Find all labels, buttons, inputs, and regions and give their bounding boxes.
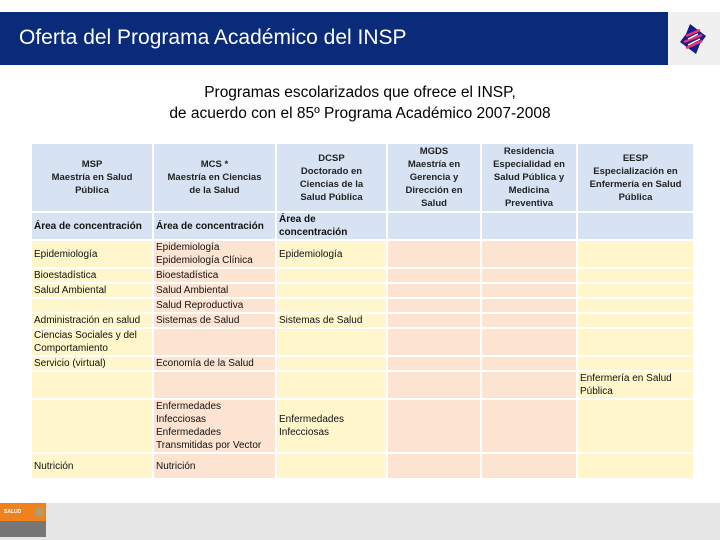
table-row xyxy=(32,357,693,370)
column-header-line: DCSP xyxy=(318,152,345,164)
column-header-line: Pública xyxy=(618,191,653,203)
column-header-line: de la Salud xyxy=(189,185,240,196)
table-cell: Enfermedades Infecciosas Enfermedades Transmitidas por Vector xyxy=(154,400,275,452)
column-header-line: Ciencias de la xyxy=(299,178,364,190)
column-header xyxy=(482,144,576,211)
table-cell xyxy=(277,299,386,312)
table-row xyxy=(32,329,693,355)
table-row xyxy=(32,284,693,297)
table-cell: Sistemas de Salud xyxy=(277,314,386,327)
table-cell: Administración en salud xyxy=(32,314,152,327)
insp-logo-icon xyxy=(676,22,710,56)
table-cell xyxy=(578,454,693,478)
area-label: Área de concentración xyxy=(32,213,152,239)
table-cell xyxy=(482,299,576,312)
column-header-line: Preventiva xyxy=(504,198,554,209)
table-cell xyxy=(578,329,693,355)
table-cell: Epidemiología Epidemiología Clínica xyxy=(154,241,275,267)
table-cell: Nutrición xyxy=(32,454,152,478)
table-cell: Nutrición xyxy=(154,454,275,478)
subtitle-line-1: Programas escolarizados que ofrece el INSP, xyxy=(204,84,516,101)
table-row xyxy=(32,314,693,327)
table-cell xyxy=(154,372,275,398)
column-header-line: Especialidad en xyxy=(493,159,565,170)
table-cell xyxy=(388,329,480,355)
table-cell: Sistemas de Salud xyxy=(154,314,275,327)
table-cell xyxy=(388,284,480,297)
table-cell xyxy=(32,372,152,398)
column-header-line: MGDS xyxy=(419,146,449,157)
table-cell xyxy=(578,400,693,452)
table-cell: Bioestadística xyxy=(32,269,152,282)
table-cell xyxy=(154,329,275,355)
table-cell xyxy=(388,314,480,327)
mexico-seal-icon xyxy=(34,507,44,517)
table-cell xyxy=(388,372,480,398)
column-header xyxy=(277,144,386,211)
table-cell xyxy=(32,400,152,452)
column-header xyxy=(32,144,152,211)
table-cell xyxy=(277,329,386,355)
table-cell xyxy=(482,357,576,370)
column-header xyxy=(388,144,480,211)
table-cell xyxy=(388,299,480,312)
table-row xyxy=(32,400,693,452)
table-cell xyxy=(388,357,480,370)
table-cell xyxy=(277,454,386,478)
programs-table xyxy=(30,142,695,480)
table-row xyxy=(32,269,693,282)
table-row xyxy=(32,241,693,267)
table-row xyxy=(32,299,693,312)
table-cell xyxy=(578,269,693,282)
table-cell: Ciencias Sociales y del Comportamiento xyxy=(32,329,152,355)
area-label xyxy=(578,213,693,239)
column-header-line: MSP xyxy=(81,159,103,170)
table-cell xyxy=(277,284,386,297)
table-cell xyxy=(277,372,386,398)
column-header-line: Maestría en xyxy=(407,159,461,170)
salud-logo: SALUD xyxy=(0,503,46,521)
column-header-line: MCS * xyxy=(200,159,229,170)
table-cell: Epidemiología xyxy=(277,241,386,267)
table-cell xyxy=(578,314,693,327)
area-label xyxy=(388,213,480,239)
table-cell: Epidemiología xyxy=(32,241,152,267)
footer-bar xyxy=(0,503,720,540)
table-cell xyxy=(482,241,576,267)
table-cell xyxy=(482,284,576,297)
area-label: Área de concentración xyxy=(277,213,386,239)
table-cell: Salud Ambiental xyxy=(154,284,275,297)
table-cell xyxy=(578,241,693,267)
column-header-line: Doctorado en xyxy=(300,165,363,177)
insp-logo xyxy=(668,12,720,65)
subtitle xyxy=(0,82,720,124)
table-cell: Economía de la Salud xyxy=(154,357,275,370)
table-cell xyxy=(388,454,480,478)
table-cell xyxy=(32,299,152,312)
table-cell xyxy=(277,269,386,282)
column-header-line: Medicina xyxy=(508,185,550,196)
table-cell xyxy=(482,372,576,398)
table-cell: Enfermedades Infecciosas xyxy=(277,400,386,452)
table-cell xyxy=(578,357,693,370)
table-cell: Salud Ambiental xyxy=(32,284,152,297)
table-cell: Bioestadística xyxy=(154,269,275,282)
column-header-line: Enfermería en Salud xyxy=(589,178,682,190)
column-header-line: Gerencia y xyxy=(409,172,459,183)
column-header-line: Dirección en xyxy=(405,185,463,196)
table-cell: Servicio (virtual) xyxy=(32,357,152,370)
area-label xyxy=(482,213,576,239)
table-cell xyxy=(482,314,576,327)
column-header-line: Pública xyxy=(75,185,109,196)
table-cell xyxy=(578,284,693,297)
column-header-line: Residencia xyxy=(503,146,555,157)
table-row xyxy=(32,372,693,398)
table-cell xyxy=(578,299,693,312)
secretaria-logo xyxy=(0,521,46,537)
page-title: Oferta del Programa Académico del INSP xyxy=(0,12,668,65)
area-label: Área de concentración xyxy=(154,213,275,239)
table-cell xyxy=(482,454,576,478)
column-header xyxy=(578,144,693,211)
column-header-line: Salud Pública y xyxy=(493,172,565,183)
table-cell xyxy=(388,241,480,267)
column-header-line: Salud Pública xyxy=(300,191,363,203)
table-cell: Salud Reproductiva xyxy=(154,299,275,312)
table-cell xyxy=(388,400,480,452)
subtitle-line-2: de acuerdo con el 85º Programa Académico 2007-2008 xyxy=(169,105,551,122)
table-row xyxy=(32,454,693,478)
column-header-line: Maestría en Salud xyxy=(51,172,133,183)
table-cell xyxy=(388,269,480,282)
column-header-line: Salud xyxy=(421,198,447,209)
column-header-line: EESP xyxy=(622,152,649,164)
table-cell xyxy=(277,357,386,370)
column-header xyxy=(154,144,275,211)
column-header-line: Especialización en xyxy=(593,165,678,177)
table-cell: Enfermería en Salud Pública xyxy=(578,372,693,398)
column-header-line: Maestría en Ciencias xyxy=(167,172,262,183)
table-cell xyxy=(482,329,576,355)
table-cell xyxy=(482,269,576,282)
table-cell xyxy=(482,400,576,452)
